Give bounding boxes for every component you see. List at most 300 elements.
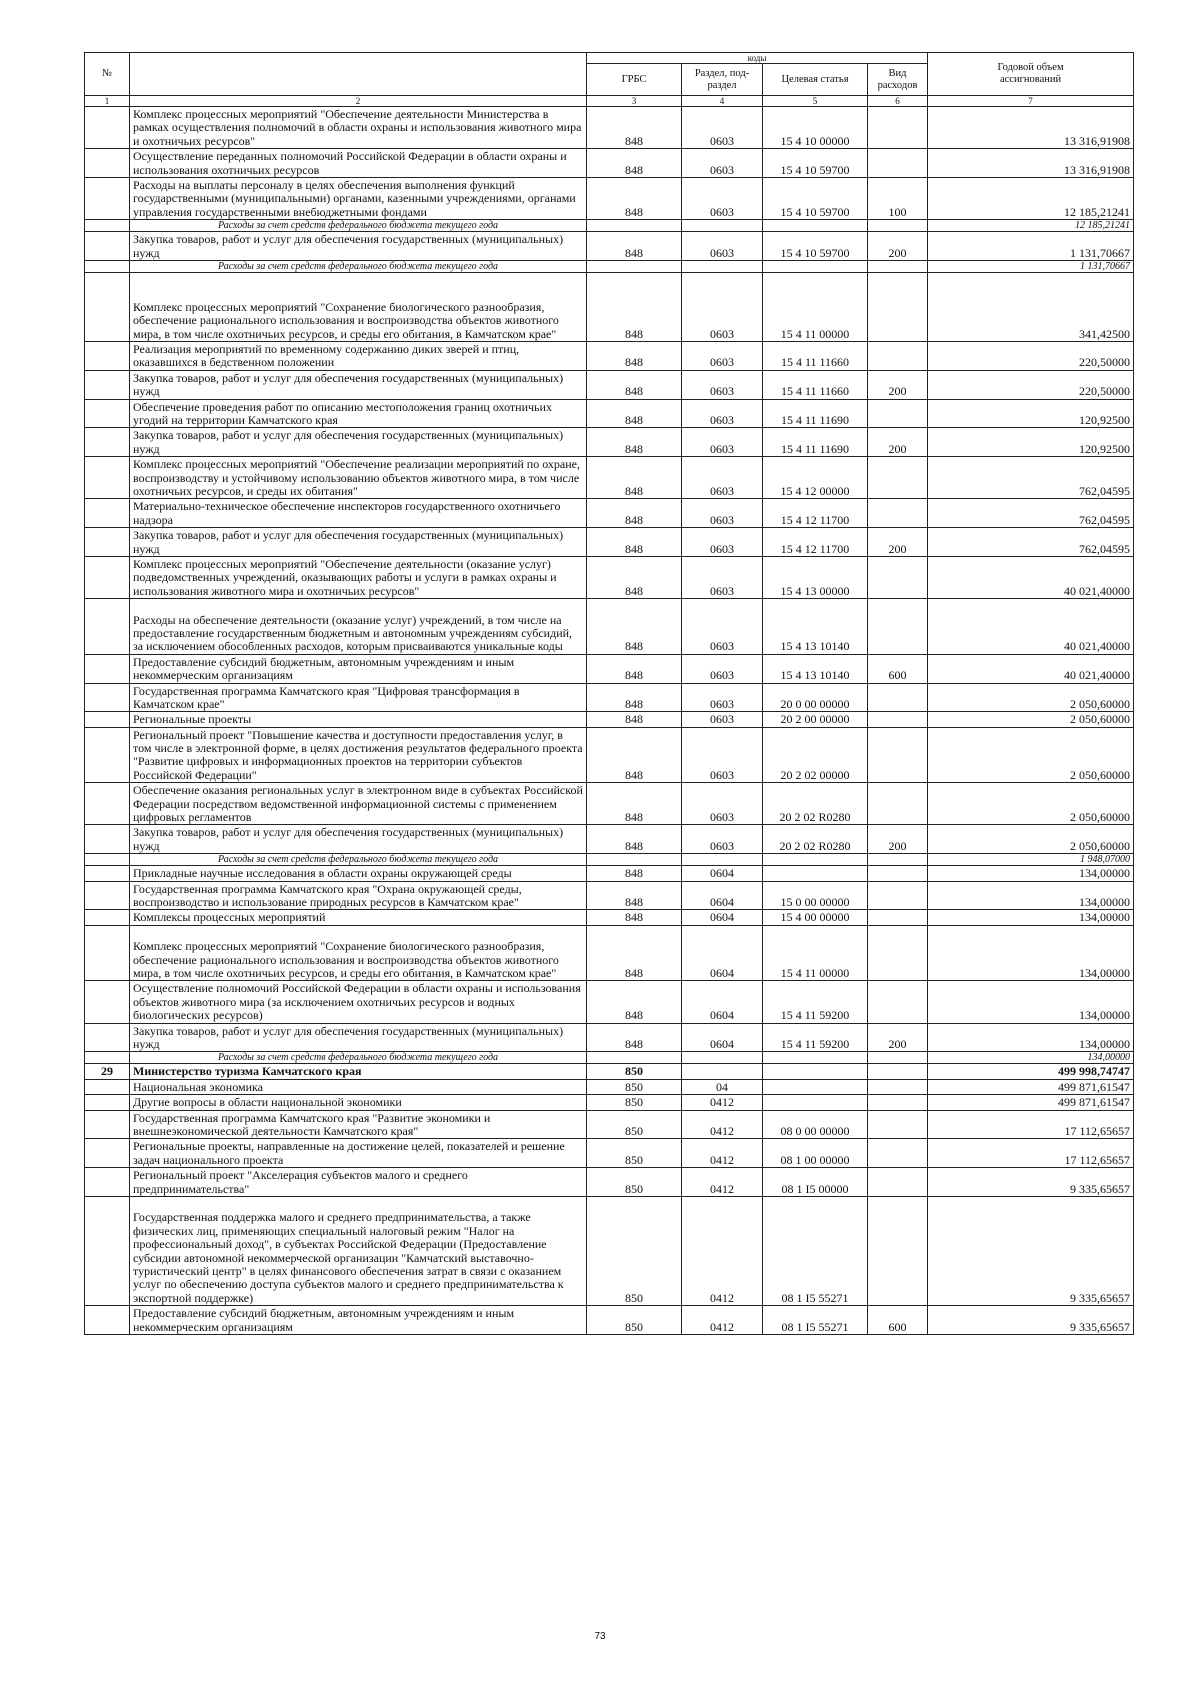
row-grbs: 850	[587, 1079, 682, 1094]
row-section: 0603	[682, 428, 763, 457]
row-number	[85, 825, 130, 854]
row-amount: 1 131,70667	[928, 232, 1134, 261]
row-number	[85, 925, 130, 981]
row-number	[85, 599, 130, 655]
row-section: 0603	[682, 712, 763, 727]
row-section	[682, 854, 763, 866]
row-grbs	[587, 220, 682, 232]
row-expense-type: 200	[868, 1023, 928, 1052]
row-name: Предоставление субсидий бюджетным, автономным учреждениям и иным некоммерческим организациям	[130, 654, 587, 683]
table-row	[85, 727, 1134, 783]
row-grbs: 848	[587, 457, 682, 499]
row-name: Региональный проект "Повышение качества и доступности предоставления услуг, в том числе в электронной форме, в целях достижения результатов федерального проекта "Развитие цифровых и информационных проектов на территории субъектов Российской Федерации"	[130, 727, 587, 783]
row-name: Обеспечение проведения работ по описанию местоположения границ охотничьих угодий на территории Камчатского края	[130, 399, 587, 428]
row-amount: 220,50000	[928, 370, 1134, 399]
row-article: 20 2 02 R0280	[763, 783, 868, 825]
row-number: 29	[85, 1064, 130, 1079]
row-expense-type: 200	[868, 528, 928, 557]
row-section: 0603	[682, 499, 763, 528]
row-number	[85, 260, 130, 272]
row-amount: 220,50000	[928, 341, 1134, 370]
row-name: Прикладные научные исследования в области охраны окружающей среды	[130, 866, 587, 881]
row-expense-type	[868, 1139, 928, 1168]
row-section: 0603	[682, 107, 763, 149]
column-index: 4	[682, 96, 763, 107]
row-expense-type	[868, 399, 928, 428]
column-index: 3	[587, 96, 682, 107]
row-name: Предоставление субсидий бюджетным, автономным учреждениям и иным некоммерческим организациям	[130, 1306, 587, 1335]
row-amount: 120,92500	[928, 428, 1134, 457]
row-grbs	[587, 260, 682, 272]
column-index: 7	[928, 96, 1134, 107]
row-section	[682, 260, 763, 272]
row-article	[763, 1095, 868, 1110]
row-number	[85, 1139, 130, 1168]
row-number	[85, 1052, 130, 1064]
row-amount: 2 050,60000	[928, 712, 1134, 727]
row-expense-type	[868, 1095, 928, 1110]
row-section: 0603	[682, 556, 763, 598]
row-section: 0603	[682, 272, 763, 341]
table-row	[85, 1095, 1134, 1110]
row-amount: 499 998,74747	[928, 1064, 1134, 1079]
table-row	[85, 1197, 1134, 1306]
row-name: Закупка товаров, работ и услуг для обеспечения государственных (муниципальных) нужд	[130, 370, 587, 399]
table-row	[85, 370, 1134, 399]
row-article: 15 4 12 11700	[763, 499, 868, 528]
row-grbs: 848	[587, 149, 682, 178]
row-number	[85, 1079, 130, 1094]
row-grbs: 848	[587, 683, 682, 712]
row-article: 15 0 00 00000	[763, 881, 868, 910]
row-section	[682, 1064, 763, 1079]
table-row	[85, 599, 1134, 655]
row-article: 08 1 I5 00000	[763, 1168, 868, 1197]
row-amount: 13 316,91908	[928, 107, 1134, 149]
row-number	[85, 149, 130, 178]
column-index: 6	[868, 96, 928, 107]
row-amount: 499 871,61547	[928, 1079, 1134, 1094]
table-row	[85, 272, 1134, 341]
table-row	[85, 925, 1134, 981]
row-amount: 762,04595	[928, 457, 1134, 499]
row-name: Региональные проекты	[130, 712, 587, 727]
table-row	[85, 866, 1134, 881]
row-section: 0603	[682, 341, 763, 370]
row-grbs: 850	[587, 1197, 682, 1306]
row-name: Закупка товаров, работ и услуг для обеспечения государственных (муниципальных) нужд	[130, 528, 587, 557]
row-amount: 2 050,60000	[928, 683, 1134, 712]
row-article: 08 1 I5 55271	[763, 1306, 868, 1335]
row-name: Государственная программа Камчатского края "Развитие экономики и внешнеэкономической деятельности Камчатского края"	[130, 1110, 587, 1139]
table-row	[85, 428, 1134, 457]
row-expense-type	[868, 1052, 928, 1064]
row-number	[85, 499, 130, 528]
row-section: 0603	[682, 783, 763, 825]
row-amount: 134,00000	[928, 910, 1134, 925]
row-amount: 40 021,40000	[928, 599, 1134, 655]
row-name: Комплексы процессных мероприятий	[130, 910, 587, 925]
row-number	[85, 910, 130, 925]
row-grbs: 848	[587, 528, 682, 557]
row-article: 15 4 10 59700	[763, 149, 868, 178]
row-number	[85, 712, 130, 727]
row-name: Расходы на обеспечение деятельности (оказание услуг) учреждений, в том числе на предоставление государственным бюджетным и автономным учреждениям субсидий, за исключением обособленных расходов, которым присваиваются уникальные коды	[130, 599, 587, 655]
row-section: 0412	[682, 1110, 763, 1139]
table-row	[85, 556, 1134, 598]
row-grbs: 850	[587, 1064, 682, 1079]
table-row	[85, 232, 1134, 261]
row-article	[763, 854, 868, 866]
row-article: 15 4 11 00000	[763, 272, 868, 341]
row-article: 15 4 11 59200	[763, 981, 868, 1023]
row-number	[85, 428, 130, 457]
row-name: Расходы за счет средств федерального бюджета текущего года	[130, 220, 587, 232]
row-expense-type	[868, 341, 928, 370]
row-number	[85, 866, 130, 881]
row-expense-type: 600	[868, 654, 928, 683]
row-amount: 2 050,60000	[928, 783, 1134, 825]
row-amount: 12 185,21241	[928, 220, 1134, 232]
row-section: 0604	[682, 910, 763, 925]
row-name: Закупка товаров, работ и услуг для обеспечения государственных (муниципальных) нужд	[130, 1023, 587, 1052]
row-article: 15 4 11 11690	[763, 428, 868, 457]
row-grbs: 848	[587, 825, 682, 854]
row-amount: 12 185,21241	[928, 177, 1134, 219]
row-amount: 134,00000	[928, 981, 1134, 1023]
row-grbs: 850	[587, 1110, 682, 1139]
row-number	[85, 399, 130, 428]
row-section: 0604	[682, 981, 763, 1023]
row-expense-type	[868, 925, 928, 981]
row-section: 0604	[682, 1023, 763, 1052]
row-article: 15 4 00 00000	[763, 910, 868, 925]
row-article: 15 4 12 00000	[763, 457, 868, 499]
row-expense-type	[868, 981, 928, 1023]
row-expense-type	[868, 1197, 928, 1306]
row-article	[763, 1079, 868, 1094]
row-grbs: 848	[587, 866, 682, 881]
row-name: Комплекс процессных мероприятий "Обеспечение реализации мероприятий по охране, воспроизводству и устойчивому использованию объектов животного мира, в том числе охотничьих ресурсов, и среды их обитания"	[130, 457, 587, 499]
row-number	[85, 457, 130, 499]
row-article: 08 1 I5 55271	[763, 1197, 868, 1306]
row-expense-type	[868, 499, 928, 528]
row-article: 15 4 10 59700	[763, 177, 868, 219]
row-number	[85, 727, 130, 783]
row-grbs: 848	[587, 1023, 682, 1052]
row-grbs: 848	[587, 428, 682, 457]
row-amount: 762,04595	[928, 499, 1134, 528]
row-amount: 762,04595	[928, 528, 1134, 557]
header-article: Целевая статья	[763, 64, 868, 96]
row-amount: 2 050,60000	[928, 825, 1134, 854]
row-grbs: 848	[587, 107, 682, 149]
row-amount: 134,00000	[928, 1023, 1134, 1052]
row-article: 15 4 13 10140	[763, 599, 868, 655]
row-grbs: 848	[587, 232, 682, 261]
row-number	[85, 220, 130, 232]
row-article: 15 4 10 59700	[763, 232, 868, 261]
row-section: 0604	[682, 925, 763, 981]
table-row	[85, 1110, 1134, 1139]
row-expense-type	[868, 272, 928, 341]
row-name: Реализация мероприятий по временному содержанию диких зверей и птиц, оказавшихся в бедственном положении	[130, 341, 587, 370]
table-row	[85, 783, 1134, 825]
row-section: 0603	[682, 825, 763, 854]
row-section: 0603	[682, 370, 763, 399]
row-amount: 17 112,65657	[928, 1110, 1134, 1139]
row-name: Другие вопросы в области национальной экономики	[130, 1095, 587, 1110]
row-article: 15 4 11 00000	[763, 925, 868, 981]
table-row	[85, 981, 1134, 1023]
row-article	[763, 220, 868, 232]
row-expense-type	[868, 712, 928, 727]
row-name: Осуществление полномочий Российской Федерации в области охраны и использования объектов животного мира (за исключением охотничьих ресурсов и водных биологических ресурсов)	[130, 981, 587, 1023]
row-grbs: 848	[587, 399, 682, 428]
row-name: Расходы за счет средств федерального бюджета текущего года	[130, 260, 587, 272]
table-row	[85, 825, 1134, 854]
row-expense-type	[868, 556, 928, 598]
row-grbs: 848	[587, 925, 682, 981]
row-article: 15 4 11 59200	[763, 1023, 868, 1052]
row-name: Министерство туризма Камчатского края	[130, 1064, 587, 1079]
table-row	[85, 683, 1134, 712]
row-article: 15 4 11 11690	[763, 399, 868, 428]
row-section: 0603	[682, 599, 763, 655]
header-codes: коды	[587, 53, 928, 64]
row-name: Государственная программа Камчатского края "Охрана окружающей среды, воспроизводство и использование природных ресурсов в Камчатском крае"	[130, 881, 587, 910]
row-grbs: 848	[587, 654, 682, 683]
row-name: Расходы за счет средств федерального бюджета текущего года	[130, 854, 587, 866]
row-grbs: 848	[587, 881, 682, 910]
column-index: 5	[763, 96, 868, 107]
row-article: 20 2 00 00000	[763, 712, 868, 727]
row-article	[763, 1052, 868, 1064]
row-amount: 9 335,65657	[928, 1168, 1134, 1197]
row-section: 0603	[682, 399, 763, 428]
row-amount: 134,00000	[928, 881, 1134, 910]
row-section: 0412	[682, 1139, 763, 1168]
row-expense-type: 100	[868, 177, 928, 219]
row-amount: 134,00000	[928, 866, 1134, 881]
row-article: 15 4 13 00000	[763, 556, 868, 598]
table-row	[85, 341, 1134, 370]
table-row	[85, 499, 1134, 528]
row-name: Государственная поддержка малого и среднего предпринимательства, а также физических лиц, применяющих специальный налоговый режим "Налог на профессиональный доход", в субъектах Российской Федерации (Предоставление субсидии автономной некоммерческой организации "Камчатский выставочно-туристический центр" в целях финансового обеспечения затрат в связи с оказанием услуг по обеспечению доступа субъектов малого и среднего предпринимательства к экспортной поддержке)	[130, 1197, 587, 1306]
column-index: 2	[130, 96, 587, 107]
row-article: 15 4 10 00000	[763, 107, 868, 149]
column-index-row	[85, 96, 1134, 107]
row-amount: 40 021,40000	[928, 654, 1134, 683]
row-article: 08 0 00 00000	[763, 1110, 868, 1139]
row-expense-type	[868, 866, 928, 881]
row-number	[85, 881, 130, 910]
row-expense-type: 200	[868, 370, 928, 399]
row-section	[682, 220, 763, 232]
row-grbs: 848	[587, 712, 682, 727]
row-amount: 134,00000	[928, 1052, 1134, 1064]
table-row	[85, 149, 1134, 178]
page-number: 73	[594, 1631, 606, 1642]
table-row	[85, 177, 1134, 219]
budget-table	[84, 52, 1134, 1335]
row-expense-type	[868, 457, 928, 499]
row-grbs	[587, 1052, 682, 1064]
row-grbs: 850	[587, 1168, 682, 1197]
row-section: 0412	[682, 1168, 763, 1197]
table-row	[85, 260, 1134, 272]
row-article: 08 1 00 00000	[763, 1139, 868, 1168]
row-section: 0412	[682, 1306, 763, 1335]
row-amount: 1 131,70667	[928, 260, 1134, 272]
table-row	[85, 220, 1134, 232]
table-row	[85, 399, 1134, 428]
row-amount: 40 021,40000	[928, 556, 1134, 598]
row-section	[682, 1052, 763, 1064]
table-row	[85, 528, 1134, 557]
header-num: №	[85, 53, 130, 96]
row-grbs: 848	[587, 910, 682, 925]
table-row	[85, 910, 1134, 925]
row-grbs: 848	[587, 370, 682, 399]
table-row	[85, 1079, 1134, 1094]
row-number	[85, 556, 130, 598]
row-expense-type: 600	[868, 1306, 928, 1335]
row-amount: 2 050,60000	[928, 727, 1134, 783]
header-row-1	[85, 53, 1134, 64]
row-number	[85, 528, 130, 557]
table-row	[85, 1306, 1134, 1335]
row-article: 20 2 02 R0280	[763, 825, 868, 854]
row-expense-type	[868, 1110, 928, 1139]
row-name: Государственная программа Камчатского края "Цифровая трансформация в Камчатском крае"	[130, 683, 587, 712]
row-name: Расходы на выплаты персоналу в целях обеспечения выполнения функций государственными (муниципальными) органами, казенными учреждениями, органами управления государственными внебюджетными фондами	[130, 177, 587, 219]
row-expense-type	[868, 1079, 928, 1094]
row-section: 0412	[682, 1197, 763, 1306]
row-name: Региональные проекты, направленные на достижение целей, показателей и решение задач национального проекта	[130, 1139, 587, 1168]
row-amount: 499 871,61547	[928, 1095, 1134, 1110]
row-name: Комплекс процессных мероприятий "Обеспечение деятельности (оказание услуг) подведомственных учреждений, оказывающих работы и услуги в рамках охраны и использования животного мира и охотничьих ресурсов"	[130, 556, 587, 598]
budget-sheet	[84, 52, 1133, 1335]
row-expense-type	[868, 260, 928, 272]
row-expense-type	[868, 1168, 928, 1197]
row-name: Комплекс процессных мероприятий "Обеспечение деятельности Министерства в рамках осуществления полномочий в области охраны и использования животного мира и охотничьих ресурсов"	[130, 107, 587, 149]
row-number	[85, 232, 130, 261]
row-name: Закупка товаров, работ и услуг для обеспечения государственных (муниципальных) нужд	[130, 428, 587, 457]
row-section: 0603	[682, 654, 763, 683]
table-row	[85, 107, 1134, 149]
row-name: Закупка товаров, работ и услуг для обеспечения государственных (муниципальных) нужд	[130, 232, 587, 261]
table-row	[85, 854, 1134, 866]
row-expense-type	[868, 881, 928, 910]
row-expense-type	[868, 1064, 928, 1079]
row-article	[763, 866, 868, 881]
row-grbs: 850	[587, 1095, 682, 1110]
row-amount: 134,00000	[928, 925, 1134, 981]
row-grbs: 848	[587, 499, 682, 528]
row-expense-type: 200	[868, 428, 928, 457]
row-name: Комплекс процессных мероприятий "Сохранение биологического разнообразия, обеспечение рационального использования и воспроизводства объектов животного мира, в том числе охотничьих ресурсов, и среды его обитания, в Камчатском крае"	[130, 925, 587, 981]
row-amount: 9 335,65657	[928, 1306, 1134, 1335]
row-grbs: 848	[587, 272, 682, 341]
row-grbs: 848	[587, 981, 682, 1023]
row-amount: 17 112,65657	[928, 1139, 1134, 1168]
row-section: 0412	[682, 1095, 763, 1110]
row-article: 15 4 13 10140	[763, 654, 868, 683]
row-number	[85, 783, 130, 825]
table-row	[85, 654, 1134, 683]
row-amount: 341,42500	[928, 272, 1134, 341]
row-expense-type: 200	[868, 232, 928, 261]
row-section: 0603	[682, 149, 763, 178]
row-number	[85, 272, 130, 341]
row-name: Комплекс процессных мероприятий "Сохранение биологического разнообразия, обеспечение рационального использования и воспроизводства объектов животного мира, в том числе охотничьих ресурсов, и среды его обитания, в Камчатском крае"	[130, 272, 587, 341]
table-row	[85, 1139, 1134, 1168]
row-expense-type	[868, 727, 928, 783]
row-section: 0603	[682, 683, 763, 712]
row-grbs: 848	[587, 727, 682, 783]
table-row	[85, 712, 1134, 727]
row-grbs: 848	[587, 599, 682, 655]
row-article: 20 2 02 00000	[763, 727, 868, 783]
row-name: Обеспечение оказания региональных услуг в электронном виде в субъектах Российской Федерации посредством ведомственной информационной системы с применением цифровых регламентов	[130, 783, 587, 825]
row-expense-type	[868, 220, 928, 232]
table-row	[85, 881, 1134, 910]
row-grbs	[587, 854, 682, 866]
table-body	[85, 107, 1134, 1335]
row-section: 0603	[682, 727, 763, 783]
row-grbs: 850	[587, 1306, 682, 1335]
header-grbs: ГРБС	[587, 64, 682, 96]
row-section: 0604	[682, 881, 763, 910]
row-name: Расходы за счет средств федерального бюджета текущего года	[130, 1052, 587, 1064]
row-section: 0603	[682, 232, 763, 261]
row-section: 0603	[682, 528, 763, 557]
row-amount: 120,92500	[928, 399, 1134, 428]
row-number	[85, 1023, 130, 1052]
row-number	[85, 854, 130, 866]
column-index: 1	[85, 96, 130, 107]
table-row	[85, 1064, 1134, 1079]
row-article: 15 4 12 11700	[763, 528, 868, 557]
row-expense-type	[868, 683, 928, 712]
header-exptype: Вид расходов	[868, 64, 928, 96]
row-expense-type	[868, 783, 928, 825]
row-grbs: 848	[587, 341, 682, 370]
row-article	[763, 260, 868, 272]
table-row	[85, 1023, 1134, 1052]
row-name: Национальная экономика	[130, 1079, 587, 1094]
row-number	[85, 1168, 130, 1197]
row-section: 04	[682, 1079, 763, 1094]
row-amount: 13 316,91908	[928, 149, 1134, 178]
row-section: 0604	[682, 866, 763, 881]
row-expense-type: 200	[868, 825, 928, 854]
row-number	[85, 341, 130, 370]
row-number	[85, 1110, 130, 1139]
row-number	[85, 1306, 130, 1335]
row-section: 0603	[682, 177, 763, 219]
table-row	[85, 1168, 1134, 1197]
row-article	[763, 1064, 868, 1079]
header-name	[130, 53, 587, 96]
row-name: Материально-техническое обеспечение инспекторов государственного охотничьего надзора	[130, 499, 587, 528]
header-amount: Годовой объем ассигнований	[928, 53, 1134, 96]
row-grbs: 848	[587, 177, 682, 219]
row-name: Региональный проект "Акселерация субъектов малого и среднего предпринимательства"	[130, 1168, 587, 1197]
row-article: 15 4 11 11660	[763, 370, 868, 399]
row-article: 20 0 00 00000	[763, 683, 868, 712]
